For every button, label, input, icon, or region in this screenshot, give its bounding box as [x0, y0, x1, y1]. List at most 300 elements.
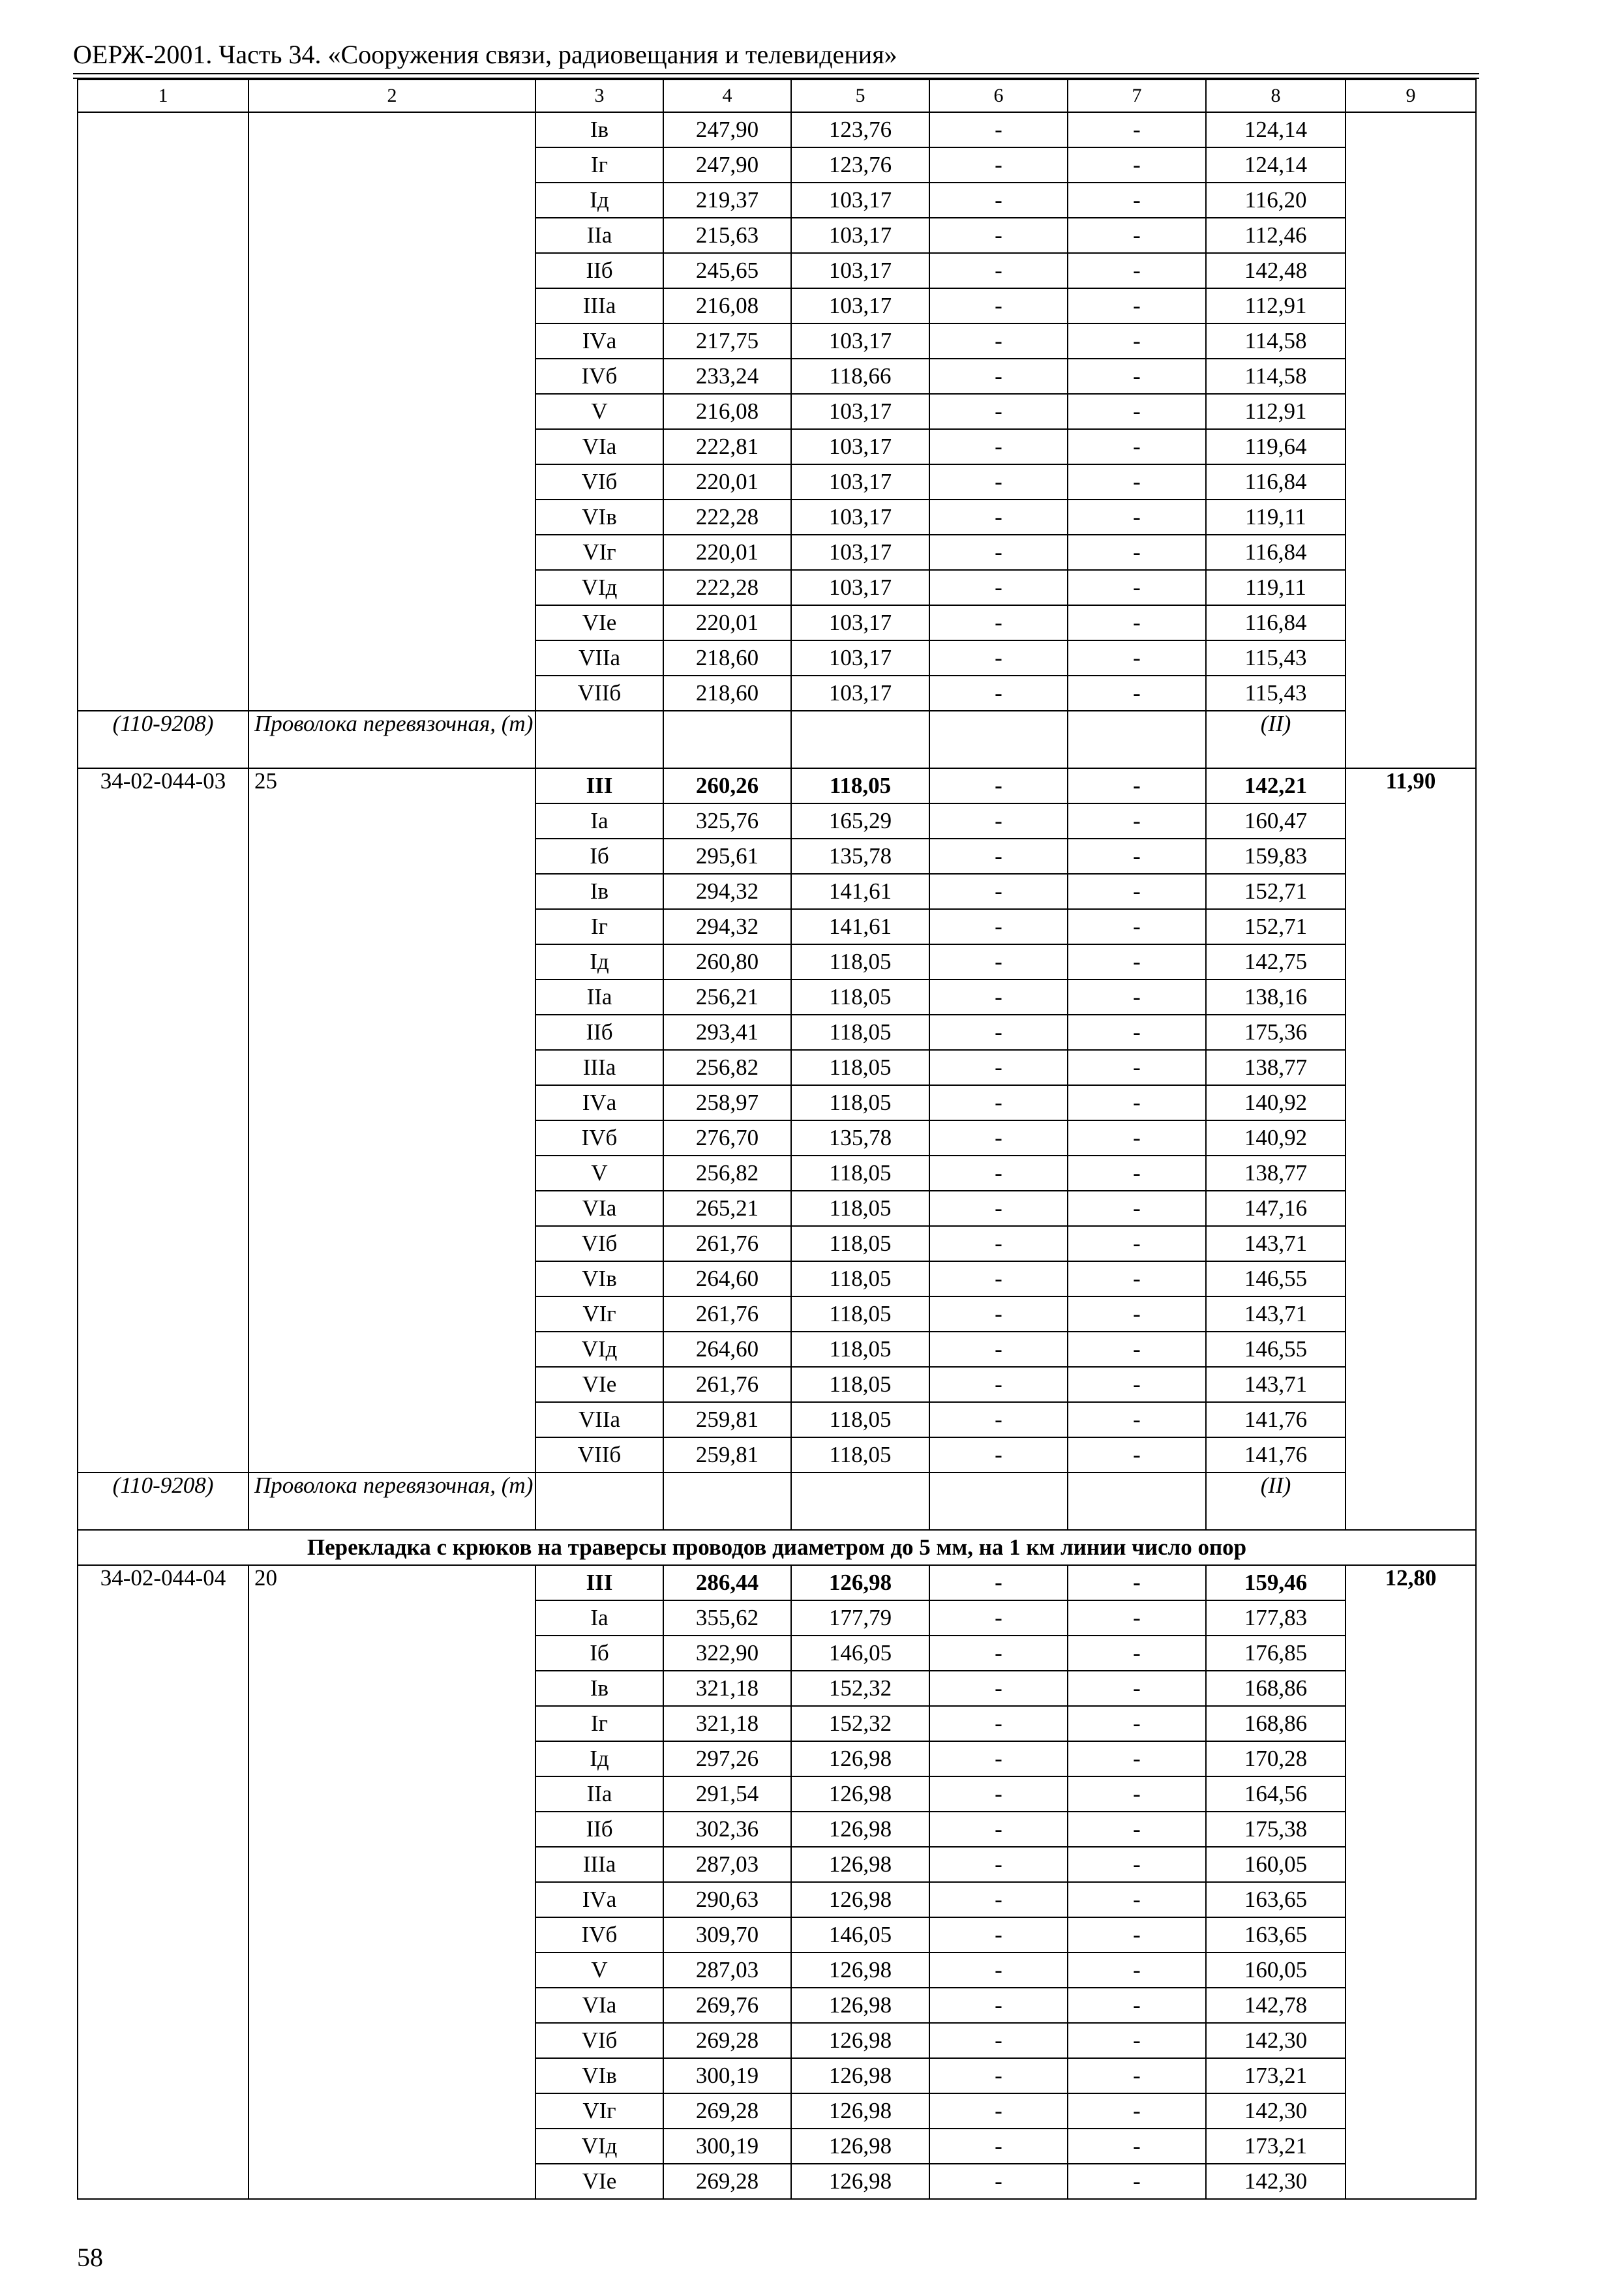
table-cell: 217,75 [663, 323, 791, 359]
table-cell: - [1068, 535, 1206, 570]
table-row [78, 112, 1476, 147]
table-cell: VIг [535, 535, 663, 570]
table-cell: - [929, 1952, 1068, 1988]
table-cell: 118,05 [791, 1156, 929, 1191]
resource-cell-empty [791, 1473, 929, 1530]
table-cell: 164,56 [1206, 1776, 1346, 1812]
table-cell: 103,17 [791, 464, 929, 500]
table-cell: IIIа [535, 1050, 663, 1085]
table-cell: 140,92 [1206, 1120, 1346, 1156]
table-cell: 138,16 [1206, 980, 1346, 1015]
resource-col8: (II) [1206, 711, 1346, 768]
resource-cell-empty [929, 1473, 1068, 1530]
table-cell: 260,26 [663, 768, 791, 803]
table-cell: 126,98 [791, 1847, 929, 1882]
table-cell: 103,17 [791, 500, 929, 535]
table-cell: - [929, 1332, 1068, 1367]
table-cell: 140,92 [1206, 1085, 1346, 1120]
table-cell: - [929, 288, 1068, 323]
table-cell: - [1068, 1332, 1206, 1367]
table-cell: 321,18 [663, 1706, 791, 1741]
table-cell: - [1068, 1156, 1206, 1191]
table-cell: 135,78 [791, 1120, 929, 1156]
table-cell: - [1068, 1437, 1206, 1473]
table-cell: 123,76 [791, 147, 929, 183]
resource-code: (110-9208) [78, 1473, 248, 1530]
table-cell: 103,17 [791, 676, 929, 711]
table-cell: 116,84 [1206, 535, 1346, 570]
table-cell: VIд [535, 1332, 663, 1367]
table-cell: 170,28 [1206, 1741, 1346, 1776]
table-cell: 118,66 [791, 359, 929, 394]
table-cell: - [1068, 2129, 1206, 2164]
table-cell: VIа [535, 1191, 663, 1226]
table-cell: - [1068, 183, 1206, 218]
table-cell: 142,78 [1206, 1988, 1346, 2023]
table-cell: 103,17 [791, 288, 929, 323]
table-cell: 152,71 [1206, 909, 1346, 944]
table-cell: 276,70 [663, 1120, 791, 1156]
table-cell: Iв [535, 1671, 663, 1706]
table-cell: - [929, 839, 1068, 874]
table-cell: 103,17 [791, 640, 929, 676]
table-cell: 118,05 [791, 944, 929, 980]
resource-cell-empty [663, 711, 791, 768]
table-cell: 286,44 [663, 1565, 791, 1600]
table-cell: 103,17 [791, 535, 929, 570]
table-cell: Iд [535, 1741, 663, 1776]
table-cell: 103,17 [791, 323, 929, 359]
table-cell: 177,79 [791, 1600, 929, 1636]
table-cell: 142,30 [1206, 2164, 1346, 2199]
table-cell: 247,90 [663, 112, 791, 147]
table-cell: 269,76 [663, 1988, 791, 2023]
table-cell: - [929, 464, 1068, 500]
column-number: 1 [78, 80, 248, 112]
resource-cell-empty [535, 711, 663, 768]
table-cell: 269,28 [663, 2093, 791, 2129]
table-cell: 215,63 [663, 218, 791, 253]
table-cell: - [1068, 1015, 1206, 1050]
table-cell: 142,48 [1206, 253, 1346, 288]
table-cell: 175,36 [1206, 1015, 1346, 1050]
table-cell: 220,01 [663, 464, 791, 500]
table-cell: - [1068, 1847, 1206, 1882]
table-cell: 159,46 [1206, 1565, 1346, 1600]
resource-row [78, 711, 1476, 768]
table-cell: - [1068, 500, 1206, 535]
table-cell: VIе [535, 605, 663, 640]
table-cell: 126,98 [791, 2093, 929, 2129]
table-cell: - [1068, 1600, 1206, 1636]
section-title-row [78, 1530, 1476, 1565]
table-cell: 126,98 [791, 1741, 929, 1776]
table-cell: 287,03 [663, 1847, 791, 1882]
table-cell: - [1068, 605, 1206, 640]
table-cell: 269,28 [663, 2164, 791, 2199]
pole-count: 25 [248, 768, 535, 1473]
table-cell: 173,21 [1206, 2058, 1346, 2093]
resource-cell-empty [929, 711, 1068, 768]
table-cell: - [1068, 429, 1206, 464]
table-cell: 141,61 [791, 909, 929, 944]
table-cell: 141,76 [1206, 1437, 1346, 1473]
table-cell: 247,90 [663, 147, 791, 183]
table-cell: 269,28 [663, 2023, 791, 2058]
table-cell: - [929, 1600, 1068, 1636]
table-cell: - [1068, 147, 1206, 183]
table-cell: - [1068, 464, 1206, 500]
resource-cell-empty [791, 711, 929, 768]
table-cell: VIб [535, 464, 663, 500]
table-cell: 118,05 [791, 1367, 929, 1402]
table-cell: - [929, 874, 1068, 909]
table-cell: 126,98 [791, 1882, 929, 1917]
table-cell: 126,98 [791, 2164, 929, 2199]
table-cell: 126,98 [791, 2129, 929, 2164]
table-cell: - [929, 1565, 1068, 1600]
table-cell: - [1068, 803, 1206, 839]
table-cell: VIIа [535, 1402, 663, 1437]
table-cell: - [1068, 570, 1206, 605]
table-cell: VIIб [535, 1437, 663, 1473]
table-cell: 141,76 [1206, 1402, 1346, 1437]
table-cell: 103,17 [791, 253, 929, 288]
table-cell: - [929, 1402, 1068, 1437]
table-cell: IVб [535, 1120, 663, 1156]
table-cell: VIIб [535, 676, 663, 711]
table-cell: 218,60 [663, 640, 791, 676]
table-cell: - [929, 1191, 1068, 1226]
column-number: 2 [248, 80, 535, 112]
table-cell: 142,30 [1206, 2093, 1346, 2129]
table-cell: 297,26 [663, 1741, 791, 1776]
table-cell: 146,05 [791, 1636, 929, 1671]
resource-col8: (II) [1206, 1473, 1346, 1530]
table-cell: - [1068, 1952, 1206, 1988]
table-cell: - [1068, 909, 1206, 944]
table-cell: 175,38 [1206, 1812, 1346, 1847]
table-cell: Iб [535, 1636, 663, 1671]
table-cell: - [1068, 1882, 1206, 1917]
rate-code: 34-02-044-04 [78, 1565, 248, 2199]
page-number: 58 [77, 2243, 103, 2272]
table-cell: 291,54 [663, 1776, 791, 1812]
table-cell: - [929, 605, 1068, 640]
table-cell: 302,36 [663, 1812, 791, 1847]
table-cell: Iг [535, 909, 663, 944]
table-cell: Iд [535, 944, 663, 980]
column-number-row [78, 80, 1476, 112]
table-cell: - [929, 640, 1068, 676]
table-cell: 119,11 [1206, 570, 1346, 605]
table-cell: 118,05 [791, 980, 929, 1015]
table-cell: - [1068, 1120, 1206, 1156]
column-number: 3 [535, 80, 663, 112]
table-cell: 265,21 [663, 1191, 791, 1226]
table-cell: 163,65 [1206, 1882, 1346, 1917]
table-cell: - [1068, 1636, 1206, 1671]
table-cell: - [1068, 2058, 1206, 2093]
table-cell: - [929, 183, 1068, 218]
table-cell: III [535, 768, 663, 803]
table-cell: 115,43 [1206, 676, 1346, 711]
resource-code: (110-9208) [78, 711, 248, 768]
table-cell: - [1068, 1741, 1206, 1776]
table-cell: 115,43 [1206, 640, 1346, 676]
table-cell: V [535, 394, 663, 429]
column-number: 5 [791, 80, 929, 112]
rate-code-empty [78, 112, 248, 711]
table-cell: - [1068, 1191, 1206, 1226]
table-cell: - [1068, 874, 1206, 909]
table-cell: 261,76 [663, 1296, 791, 1332]
table-cell: 126,98 [791, 1952, 929, 1988]
table-cell: 118,05 [791, 1437, 929, 1473]
table-cell: 321,18 [663, 1671, 791, 1706]
table-cell: 126,98 [791, 1812, 929, 1847]
table-cell: VIд [535, 570, 663, 605]
table-cell: V [535, 1952, 663, 1988]
table-cell: 168,86 [1206, 1671, 1346, 1706]
table-cell: - [1068, 1671, 1206, 1706]
table-cell: 126,98 [791, 1565, 929, 1600]
table-cell: 135,78 [791, 839, 929, 874]
table-cell: - [929, 1671, 1068, 1706]
table-cell: 218,60 [663, 676, 791, 711]
table-row [78, 768, 1476, 803]
table-cell: 118,05 [791, 1085, 929, 1120]
table-cell: 143,71 [1206, 1226, 1346, 1261]
table-cell: 222,28 [663, 500, 791, 535]
table-cell: 152,32 [791, 1706, 929, 1741]
table-cell: 176,85 [1206, 1636, 1346, 1671]
table-cell: 123,76 [791, 112, 929, 147]
table-cell: 126,98 [791, 1776, 929, 1812]
table-cell: VIе [535, 2164, 663, 2199]
table-cell: VIб [535, 1226, 663, 1261]
table-cell: - [929, 1120, 1068, 1156]
table-cell: - [1068, 112, 1206, 147]
table-cell: - [929, 1812, 1068, 1847]
table-cell: - [929, 1261, 1068, 1296]
table-cell: 233,24 [663, 359, 791, 394]
table-cell: IIа [535, 980, 663, 1015]
table-cell: 118,05 [791, 1332, 929, 1367]
table-cell: 103,17 [791, 394, 929, 429]
table-cell: 138,77 [1206, 1050, 1346, 1085]
table-cell: 293,41 [663, 1015, 791, 1050]
table-cell: - [1068, 218, 1206, 253]
table-cell: - [929, 1917, 1068, 1952]
table-cell: 322,90 [663, 1636, 791, 1671]
table-cell: 177,83 [1206, 1600, 1346, 1636]
pole-count: 20 [248, 1565, 535, 2199]
table-cell: - [1068, 1776, 1206, 1812]
table-cell: 216,08 [663, 288, 791, 323]
table-cell: 219,37 [663, 183, 791, 218]
table-cell: 168,86 [1206, 1706, 1346, 1741]
table-cell: - [1068, 1085, 1206, 1120]
table-cell: 294,32 [663, 874, 791, 909]
table-cell: V [535, 1156, 663, 1191]
table-cell: 126,98 [791, 1988, 929, 2023]
resource-cell-empty [535, 1473, 663, 1530]
table-cell: - [929, 1296, 1068, 1332]
table-cell: - [1068, 676, 1206, 711]
table-cell: - [1068, 2093, 1206, 2129]
column-number: 4 [663, 80, 791, 112]
table-cell: 173,21 [1206, 2129, 1346, 2164]
table-cell: IVа [535, 1882, 663, 1917]
table-cell: - [929, 1741, 1068, 1776]
table-cell: - [929, 2093, 1068, 2129]
section-title: Перекладка с крюков на траверсы проводов диаметром до 5 мм, на 1 км линии число опор [78, 1530, 1476, 1565]
table-cell: - [929, 359, 1068, 394]
table-cell: 103,17 [791, 218, 929, 253]
table-cell: - [929, 768, 1068, 803]
rates-table [77, 79, 1477, 2200]
table-cell: 160,05 [1206, 1952, 1346, 1988]
table-cell: VIг [535, 1296, 663, 1332]
table-cell: - [929, 2023, 1068, 2058]
table-cell: - [929, 1847, 1068, 1882]
table-cell: 112,91 [1206, 394, 1346, 429]
table-cell: - [929, 676, 1068, 711]
table-cell: VIд [535, 2129, 663, 2164]
table-cell: 258,97 [663, 1085, 791, 1120]
resource-cell-empty [1068, 711, 1206, 768]
column-number: 6 [929, 80, 1068, 112]
table-cell: 152,71 [1206, 874, 1346, 909]
table-cell: - [1068, 323, 1206, 359]
table-cell: - [1068, 288, 1206, 323]
table-cell: VIв [535, 500, 663, 535]
table-cell: - [929, 909, 1068, 944]
table-cell: 116,84 [1206, 464, 1346, 500]
table-cell: 126,98 [791, 2023, 929, 2058]
table-cell: - [929, 2058, 1068, 2093]
table-cell: 143,71 [1206, 1296, 1346, 1332]
table-cell: 142,21 [1206, 768, 1346, 803]
table-cell: - [929, 1882, 1068, 1917]
table-cell: 147,16 [1206, 1191, 1346, 1226]
table-cell: 116,20 [1206, 183, 1346, 218]
table-cell: - [929, 394, 1068, 429]
header-rule-top [73, 73, 1479, 74]
table-cell: - [1068, 1226, 1206, 1261]
table-cell: 112,91 [1206, 288, 1346, 323]
table-cell: 216,08 [663, 394, 791, 429]
table-cell: IIа [535, 1776, 663, 1812]
table-cell: - [1068, 1917, 1206, 1952]
table-cell: - [1068, 640, 1206, 676]
column-number: 9 [1346, 80, 1476, 112]
table-cell: - [929, 980, 1068, 1015]
table-cell: - [1068, 1706, 1206, 1741]
table-cell: 256,82 [663, 1050, 791, 1085]
table-cell: 264,60 [663, 1332, 791, 1367]
table-cell: - [929, 1226, 1068, 1261]
table-cell: 119,64 [1206, 429, 1346, 464]
resource-cell-empty [663, 1473, 791, 1530]
table-cell: - [929, 323, 1068, 359]
table-cell: - [1068, 1988, 1206, 2023]
table-cell: 159,83 [1206, 839, 1346, 874]
table-cell: Iв [535, 874, 663, 909]
page-header-title: ОЕРЖ-2001. Часть 34. «Сооружения связи, радиовещания и телевидения» [73, 40, 897, 69]
table-cell: - [929, 1050, 1068, 1085]
table-cell: 355,62 [663, 1600, 791, 1636]
table-cell: - [929, 500, 1068, 535]
rate-col9-empty [1346, 112, 1476, 768]
table-cell: IIб [535, 1812, 663, 1847]
table-cell: - [929, 1015, 1068, 1050]
table-cell: VIг [535, 2093, 663, 2129]
table-cell: IVб [535, 1917, 663, 1952]
table-cell: IVа [535, 323, 663, 359]
table-cell: Iб [535, 839, 663, 874]
table-cell: 142,30 [1206, 2023, 1346, 2058]
table-cell: - [1068, 980, 1206, 1015]
table-cell: 294,32 [663, 909, 791, 944]
table-cell: - [929, 1437, 1068, 1473]
column-number: 8 [1206, 80, 1346, 112]
table-cell: 119,11 [1206, 500, 1346, 535]
table-cell: 295,61 [663, 839, 791, 874]
rate-col9: 12,80 [1346, 1565, 1476, 2199]
table-cell: IIIа [535, 288, 663, 323]
table-cell: 290,63 [663, 1882, 791, 1917]
table-cell: 142,75 [1206, 944, 1346, 980]
table-cell: IIа [535, 218, 663, 253]
table-cell: 103,17 [791, 605, 929, 640]
table-cell: - [929, 147, 1068, 183]
table-cell: - [1068, 839, 1206, 874]
table-cell: - [1068, 1261, 1206, 1296]
table-cell: - [929, 112, 1068, 147]
table-cell: 245,65 [663, 253, 791, 288]
table-cell: VIв [535, 2058, 663, 2093]
table-cell: - [1068, 1050, 1206, 1085]
table-cell: 222,28 [663, 570, 791, 605]
table-cell: - [929, 2164, 1068, 2199]
table-cell: - [929, 535, 1068, 570]
table-cell: 103,17 [791, 570, 929, 605]
table-cell: 124,14 [1206, 112, 1346, 147]
resource-row [78, 1473, 1476, 1530]
table-cell: - [1068, 768, 1206, 803]
table-cell: - [1068, 1812, 1206, 1847]
table-cell: 300,19 [663, 2058, 791, 2093]
table-cell: - [929, 1367, 1068, 1402]
table-cell: 118,05 [791, 1191, 929, 1226]
table-cell: 146,55 [1206, 1332, 1346, 1367]
table-cell: 259,81 [663, 1437, 791, 1473]
table-cell: 256,82 [663, 1156, 791, 1191]
table-cell: 116,84 [1206, 605, 1346, 640]
pole-count-empty [248, 112, 535, 711]
table-cell: Iв [535, 112, 663, 147]
table-cell: 309,70 [663, 1917, 791, 1952]
column-number: 7 [1068, 80, 1206, 112]
table-cell: Iд [535, 183, 663, 218]
table-cell: - [929, 253, 1068, 288]
table-cell: 146,55 [1206, 1261, 1346, 1296]
table-cell: 160,47 [1206, 803, 1346, 839]
table-cell: Iа [535, 1600, 663, 1636]
table-cell: - [1068, 253, 1206, 288]
